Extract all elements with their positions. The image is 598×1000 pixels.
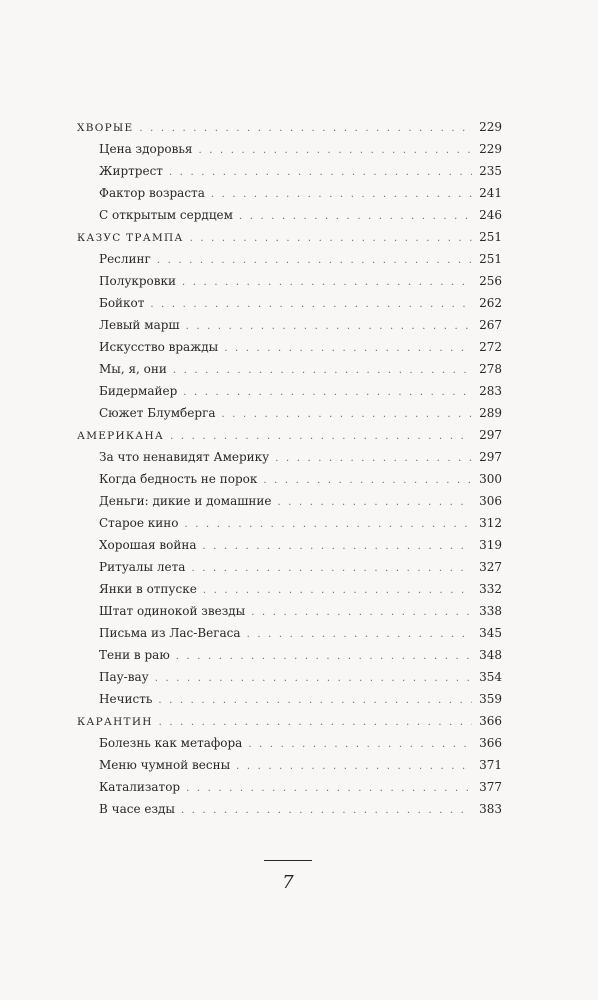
dot-leader xyxy=(176,646,472,668)
toc-page-number: 278 xyxy=(479,362,502,376)
toc-title: Деньги: дикие и домашние xyxy=(99,494,272,508)
toc-title: Когда бедность не порок xyxy=(99,472,258,486)
dot-leader xyxy=(263,470,472,492)
dot-leader xyxy=(251,602,472,624)
toc-page-number: 297 xyxy=(479,450,502,464)
dot-leader xyxy=(203,580,472,602)
toc-title: Ритуалы лета xyxy=(99,560,186,574)
toc-entry xyxy=(77,534,502,556)
toc-entry xyxy=(77,776,502,798)
dot-leader xyxy=(185,514,472,536)
toc-page-number: 306 xyxy=(479,494,502,508)
dot-leader xyxy=(203,536,473,558)
toc-entry xyxy=(77,380,502,402)
toc-entry xyxy=(77,556,502,578)
dot-leader xyxy=(182,272,472,294)
toc-entry xyxy=(77,798,502,820)
toc-entry xyxy=(77,358,502,380)
toc-entry xyxy=(77,578,502,600)
toc-title: Штат одинокой звезды xyxy=(99,604,246,618)
toc-page-number: 366 xyxy=(479,714,502,728)
toc-entry xyxy=(77,138,502,160)
dot-leader xyxy=(191,558,472,580)
toc-entry xyxy=(77,666,502,688)
toc-title: ХВОРЫЕ xyxy=(77,122,134,134)
toc-page-number: 300 xyxy=(479,472,502,486)
toc-entry xyxy=(77,446,502,468)
toc-page-number: 251 xyxy=(479,230,502,244)
folio-rule xyxy=(264,860,312,861)
dot-leader xyxy=(169,162,472,184)
toc-title: Катализатор xyxy=(99,780,181,794)
toc-entry xyxy=(77,160,502,182)
toc-title: Письма из Лас-Вегаса xyxy=(99,626,241,640)
toc-title: Сюжет Блумберга xyxy=(99,406,216,420)
toc-page-number: 319 xyxy=(479,538,502,552)
toc-page-number: 229 xyxy=(479,142,502,156)
toc-title: Бойкот xyxy=(99,296,145,310)
toc-page-number: 312 xyxy=(479,516,502,530)
toc-page-number: 256 xyxy=(479,274,502,288)
toc-title: Меню чумной весны xyxy=(99,758,231,772)
dot-leader xyxy=(275,448,472,470)
toc-title: Старое кино xyxy=(99,516,179,530)
toc-entry xyxy=(77,292,502,314)
toc-page-number: 235 xyxy=(479,164,502,178)
toc-title: Левый марш xyxy=(99,318,180,332)
toc-title: За что ненавидят Америку xyxy=(99,450,270,464)
dot-leader xyxy=(157,250,472,272)
toc-page-number: 246 xyxy=(479,208,502,222)
toc-page-number: 289 xyxy=(479,406,502,420)
toc-page-number: 338 xyxy=(479,604,502,618)
toc-page-number: 327 xyxy=(479,560,502,574)
toc-title: Пау-вау xyxy=(99,670,149,684)
toc-entry xyxy=(77,688,502,710)
toc-page-number: 241 xyxy=(479,186,502,200)
toc-page-number: 262 xyxy=(479,296,502,310)
dot-leader xyxy=(139,118,472,140)
toc-page-number: 251 xyxy=(479,252,502,266)
toc-page-number: 345 xyxy=(479,626,502,640)
dot-leader xyxy=(211,184,472,206)
toc-title: Реслинг xyxy=(99,252,151,266)
dot-leader xyxy=(236,756,472,778)
dot-leader xyxy=(222,404,472,426)
toc-page-number: 272 xyxy=(479,340,502,354)
toc-section xyxy=(77,424,502,446)
toc-title: КАРАНТИН xyxy=(77,716,153,728)
dot-leader xyxy=(173,360,472,382)
toc-entry xyxy=(77,314,502,336)
toc-page-number: 229 xyxy=(479,120,502,134)
dot-leader xyxy=(158,690,472,712)
dot-leader xyxy=(239,206,472,228)
toc-title: Мы, я, они xyxy=(99,362,167,376)
toc-page-number: 267 xyxy=(479,318,502,332)
toc-page-number: 383 xyxy=(479,802,502,816)
dot-leader xyxy=(186,778,472,800)
dot-leader xyxy=(150,294,472,316)
dot-leader xyxy=(248,734,472,756)
toc-entry xyxy=(77,754,502,776)
toc-section xyxy=(77,116,502,138)
toc-entry xyxy=(77,204,502,226)
toc-entry xyxy=(77,248,502,270)
toc-entry xyxy=(77,182,502,204)
toc-title: С открытым сердцем xyxy=(99,208,233,222)
toc-page-number: 371 xyxy=(479,758,502,772)
dot-leader xyxy=(278,492,473,514)
toc-entry xyxy=(77,270,502,292)
table-of-contents xyxy=(77,116,502,820)
toc-page-number: 348 xyxy=(479,648,502,662)
toc-title: Искусство вражды xyxy=(99,340,219,354)
toc-entry xyxy=(77,732,502,754)
page-number: 7 xyxy=(282,872,294,893)
toc-title: Жиртрест xyxy=(99,164,163,178)
toc-page-number: 359 xyxy=(479,692,502,706)
toc-entry xyxy=(77,468,502,490)
dot-leader xyxy=(190,228,472,250)
toc-entry xyxy=(77,622,502,644)
toc-entry xyxy=(77,512,502,534)
toc-page-number: 377 xyxy=(479,780,502,794)
toc-section xyxy=(77,226,502,248)
dot-leader xyxy=(170,426,472,448)
dot-leader xyxy=(159,712,472,734)
toc-title: КАЗУС ТРАМПА xyxy=(77,232,184,244)
toc-page-number: 354 xyxy=(479,670,502,684)
toc-title: Полукровки xyxy=(99,274,177,288)
dot-leader xyxy=(198,140,472,162)
dot-leader xyxy=(224,338,472,360)
toc-title: Болезнь как метафора xyxy=(99,736,243,750)
toc-title: АМЕРИКАНА xyxy=(77,430,165,442)
toc-page-number: 332 xyxy=(479,582,502,596)
toc-entry xyxy=(77,600,502,622)
toc-title: Тени в раю xyxy=(99,648,170,662)
toc-entry xyxy=(77,402,502,424)
dot-leader xyxy=(186,316,472,338)
toc-page-number: 283 xyxy=(479,384,502,398)
toc-section xyxy=(77,710,502,732)
toc-title: В часе езды xyxy=(99,802,175,816)
toc-page-number: 297 xyxy=(479,428,502,442)
toc-title: Янки в отпуске xyxy=(99,582,197,596)
dot-leader xyxy=(247,624,472,646)
toc-title: Фактор возраста xyxy=(99,186,205,200)
toc-title: Цена здоровья xyxy=(99,142,193,156)
toc-entry xyxy=(77,490,502,512)
toc-page-number: 366 xyxy=(479,736,502,750)
toc-title: Бидермайер xyxy=(99,384,178,398)
dot-leader xyxy=(183,382,472,404)
toc-title: Нечисть xyxy=(99,692,153,706)
toc-title: Хорошая война xyxy=(99,538,197,552)
toc-entry xyxy=(77,644,502,666)
dot-leader xyxy=(155,668,472,690)
toc-entry xyxy=(77,336,502,358)
dot-leader xyxy=(181,800,472,822)
